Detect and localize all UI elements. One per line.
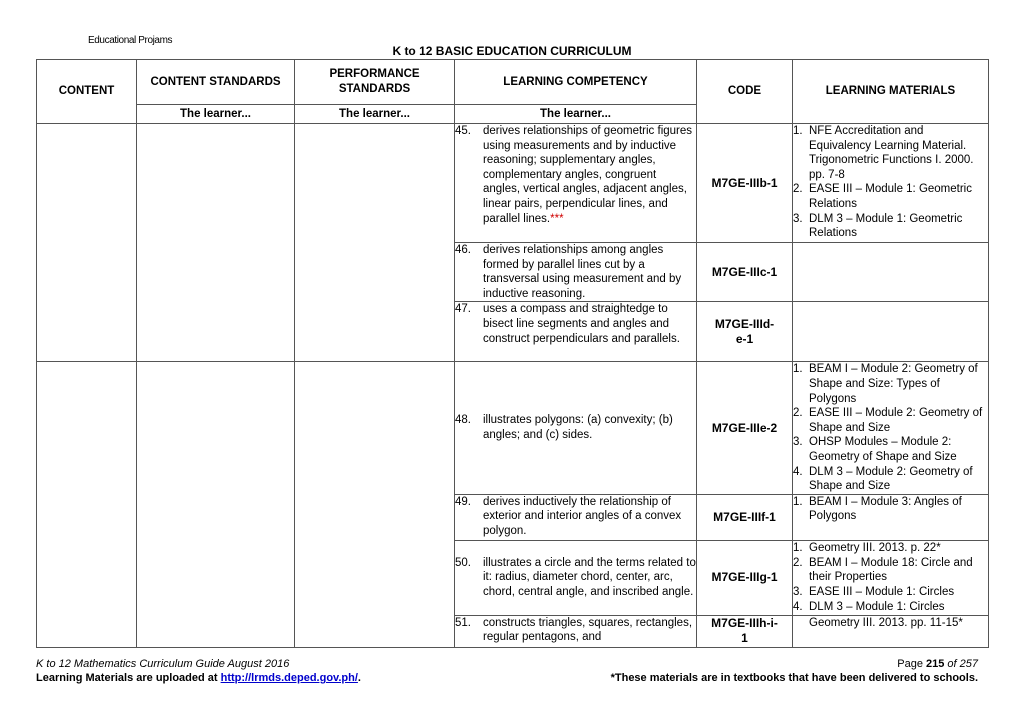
header-performance-standards: PERFORMANCE STANDARDS <box>295 60 455 105</box>
competency-text: derives inductively the relationship of exterior and interior angles of a convex polygon. <box>483 495 682 537</box>
material-item: OHSP Modules – Module 2: Geometry of Shape and Size <box>809 436 957 463</box>
material-item: BEAM I – Module 18: Circle and their Properties <box>809 556 973 584</box>
header-content-standards: CONTENT STANDARDS <box>137 60 295 105</box>
content-standards-cell <box>137 362 295 647</box>
material-number: 4. <box>793 465 803 478</box>
code-cell: M7GE-IIIg-1 <box>697 540 793 615</box>
competency-number: 45. <box>455 125 471 137</box>
header-learner-ps: The learner... <box>295 105 455 124</box>
material-number: 3. <box>793 586 803 599</box>
footer-upload-suffix: . <box>357 672 361 684</box>
watermark-logo: Educational Projams <box>88 35 173 46</box>
materials-cell <box>793 540 989 615</box>
material-number: 2. <box>793 556 803 569</box>
footer-left <box>36 657 361 685</box>
content-cell <box>37 362 137 647</box>
competency-cell <box>455 124 697 243</box>
material-number: 3. <box>793 436 803 449</box>
footer-upload <box>36 671 361 685</box>
performance-standards-cell <box>295 362 455 647</box>
performance-standards-cell <box>295 124 455 362</box>
material-item: Geometry III. 2013. pp. 11-15* <box>809 616 963 629</box>
competency-text: derives relationships among angles formed by parallel lines cut by a transversal using measurement and by inductive reasoning. <box>483 244 682 300</box>
material-number <box>793 616 809 631</box>
code-cell <box>697 615 793 647</box>
material-item: DLM 3 – Module 1: Circles <box>809 600 945 613</box>
header-content: CONTENT <box>37 60 137 124</box>
table-row <box>37 124 989 243</box>
header-learning-materials: LEARNING MATERIALS <box>793 60 989 124</box>
red-mark: *** <box>550 212 564 225</box>
material-item: NFE Accreditation and Equivalency Learning Material. Trigonometric Functions I. 2000. pp. 7-8 <box>809 125 974 181</box>
competency-number: 46. <box>455 244 471 256</box>
material-number: 1. <box>793 495 803 508</box>
material-item: BEAM I – Module 3: Angles of Polygons <box>809 495 962 523</box>
competency-text: illustrates a circle and the terms related to it: radius, diameter chord, center, arc, chord, central angle, and inscribed angle. <box>483 556 696 599</box>
material-number: 1. <box>793 363 803 376</box>
header-learner-cs: The learner... <box>137 105 295 124</box>
materials-cell <box>793 362 989 494</box>
competency-number: 50. <box>455 556 471 569</box>
content-standards-cell <box>137 124 295 362</box>
material-item: Geometry III. 2013. p. 22* <box>809 542 941 555</box>
header-learner-lc: The learner... <box>455 105 697 124</box>
material-item: EASE III – Module 1: Circles <box>809 586 955 599</box>
material-number: 4. <box>793 600 803 613</box>
footer-note: *These materials are in textbooks that have been delivered to schools. <box>610 672 978 684</box>
lrmds-link[interactable]: http://lrmds.deped.gov.ph/ <box>220 672 358 684</box>
competency-number: 51. <box>455 616 471 629</box>
competency-text: constructs triangles, squares, rectangles, regular pentagons, and <box>483 616 693 644</box>
code-cell: M7GE-IIIf-1 <box>697 494 793 540</box>
material-item: EASE III – Module 2: Geometry of Shape and Size <box>809 407 983 434</box>
content-cell <box>37 124 137 362</box>
materials-cell <box>793 124 989 243</box>
page-title: K to 12 BASIC EDUCATION CURRICULUM <box>392 44 632 58</box>
footer-guide: K to 12 Mathematics Curriculum Guide August 2016 <box>36 658 290 670</box>
code-cell <box>697 302 793 362</box>
materials-cell <box>793 494 989 540</box>
materials-cell <box>793 302 989 362</box>
material-item: DLM 3 – Module 1: Geometric Relations <box>809 212 963 240</box>
competency-cell <box>455 615 697 647</box>
code-line-2: e-1 <box>735 331 754 346</box>
page-total: of 257 <box>944 658 978 670</box>
code-line-1: M7GE-IIId- <box>714 316 775 331</box>
material-item: EASE III – Module 1: Geometric Relations <box>809 183 972 210</box>
competency-text: illustrates polygons: (a) convexity; (b) angles; and (c) sides. <box>483 414 673 442</box>
material-number: 2. <box>793 407 803 420</box>
materials-cell <box>793 615 989 647</box>
material-item: BEAM I – Module 2: Geometry of Shape and Size: Types of Polygons <box>809 363 978 405</box>
material-number: 1. <box>793 125 803 137</box>
code-line-2: 1 <box>741 630 748 645</box>
code-cell: M7GE-IIIb-1 <box>697 124 793 243</box>
competency-number: 47. <box>455 303 471 316</box>
code-cell: M7GE-IIIc-1 <box>697 243 793 302</box>
competency-number: 49. <box>455 495 471 508</box>
header-learning-competency: LEARNING COMPETENCY <box>455 60 697 105</box>
materials-cell <box>793 243 989 302</box>
table-row <box>37 362 989 494</box>
competency-cell <box>455 362 697 494</box>
competency-cell <box>455 302 697 362</box>
competency-cell <box>455 243 697 302</box>
page-current: 215 <box>926 658 945 670</box>
code-cell: M7GE-IIIe-2 <box>697 362 793 494</box>
footer-right <box>611 657 978 685</box>
material-number: 3. <box>793 212 803 225</box>
page-prefix: Page <box>897 658 926 670</box>
competency-cell <box>455 540 697 615</box>
material-number: 2. <box>793 183 803 196</box>
footer-upload-prefix: Learning Materials are uploaded at <box>36 672 221 684</box>
page-number <box>611 657 978 671</box>
material-item: DLM 3 – Module 2: Geometry of Shape and Size <box>809 465 973 493</box>
competency-cell <box>455 494 697 540</box>
competency-number: 48. <box>455 414 471 427</box>
header-code: CODE <box>697 60 793 124</box>
curriculum-table <box>36 59 989 648</box>
competency-text: derives relationships of geometric figures using measurements and by inductive reasoning; supplementary angles, complementary angles, congruent angles, vertical angles, adjacent angles, linear pairs, perpendicular lines, and parallel lines. <box>483 125 693 225</box>
material-number: 1. <box>793 542 803 555</box>
code-line-1: M7GE-IIIh-i- <box>711 615 778 630</box>
competency-text: uses a compass and straightedge to bisect line segments and angles and construct perpendiculars and parallels. <box>483 303 680 345</box>
